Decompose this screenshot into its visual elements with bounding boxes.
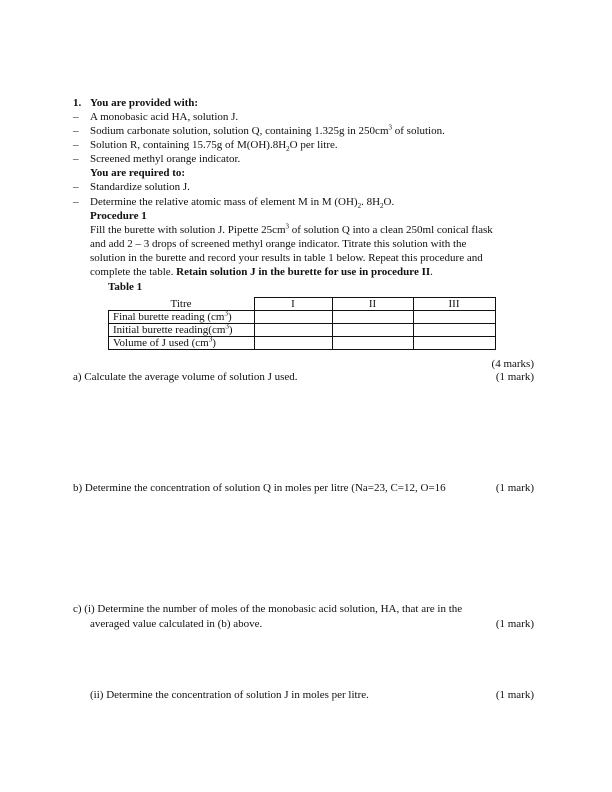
table-title: Table 1 [108,281,143,293]
cell[interactable] [413,337,495,350]
question-c-i-cont: averaged value calculated in (b) above. [90,618,263,630]
procedure-text: and add 2 – 3 drops of screened methyl orange indicator. Titrate this solution with the [90,238,467,250]
table-row [109,337,496,350]
table-row [109,324,496,337]
row-label: Volume of J used $(cm^3)$ [109,337,255,350]
question-number: 1. [73,97,82,109]
row-label: Final burette reading $(cm^3)$ [109,311,255,324]
cell[interactable] [332,324,413,337]
procedure-text: solution in the burette and record your results in table 1 below. Repeat this procedure and [90,252,483,264]
header-titre: Titre [109,298,255,311]
header-ii: II [332,298,413,311]
question-c-i: c) (i) Determine the number of moles of the monobasic acid solution, HA, that are in the [73,603,463,615]
header-i: I [254,298,332,311]
results-table [108,297,496,350]
document-page: 1. You are provided with: – A monobasic acid HA, solution J. – Sodium carbonate solution, solution Q, containing 1.325g in $250cm^3$ of solution. – Solution R, containing 15.75g of $M(OH).8H_2O$ per litre. – Screened methyl orange indicator. You are required to: – Standardize solution J. – Determine the relative atomic mass of element M in M $(OH)_2$. $8H_2O$. Procedure 1 Fill the burette with solution J. Pipette $25cm^3$ of solution Q into a clean 250ml conical flask and add 2 – 3 drops of screened methyl orange indicator. Titrate this solution with the solution in the burette and record your results in table 1 below. Repeat this procedure and complete the table. Retain solution J in the burette for use in procedure II. Table 1 Titre I II III Final burette reading $(cm^3)$ Initial burette $reading(cm^3)$ Volume of J used $(cm^3)$ (4 marks) a) Calculate the average volume of solution J used. (1 mark) b) Determine the concentration of solution Q in moles per litre (Na=23, C=12, O=16 (1 mark) c) (i) Determine the number of moles of the monobasic acid solution, HA, that are in the averaged value calculated in (b) above. (1 mark) (ii) Determine the concentration of solution J in moles per litre. (1 mark) [0,0,612,792]
table-row [109,311,496,324]
marks-label: (1 mark) [495,482,534,494]
question-b: b) Determine the concentration of solution Q in moles per litre (Na=23, C=12, O=16 [73,482,446,494]
provided-heading: You are provided with: [90,97,199,109]
marks-label: (1 mark) [495,371,534,383]
cell[interactable] [413,311,495,324]
question-c-ii: (ii) Determine the concentration of solution J in moles per litre. [90,689,369,701]
question-a: a) Calculate the average volume of solution J used. [73,371,298,383]
procedure-title: Procedure 1 [90,210,147,222]
table-header-row [109,298,496,311]
header-iii: III [413,298,495,311]
row-label: Initial burette $reading(cm^3)$ [109,324,255,337]
cell[interactable] [254,337,332,350]
procedure-text: Fill the burette with solution J. Pipette $25cm^3$ of solution Q into a clean 250ml conical flask [90,222,493,236]
cell[interactable] [254,324,332,337]
procedure-text: complete the table. Retain solution J in the burette for use in procedure II. [90,266,433,278]
cell[interactable] [413,324,495,337]
marks-label: (4 marks) [491,358,534,370]
marks-label: (1 mark) [495,618,534,630]
cell[interactable] [332,311,413,324]
marks-label: (1 mark) [495,689,534,701]
cell[interactable] [332,337,413,350]
cell[interactable] [254,311,332,324]
required-heading: You are required to: [90,167,186,179]
